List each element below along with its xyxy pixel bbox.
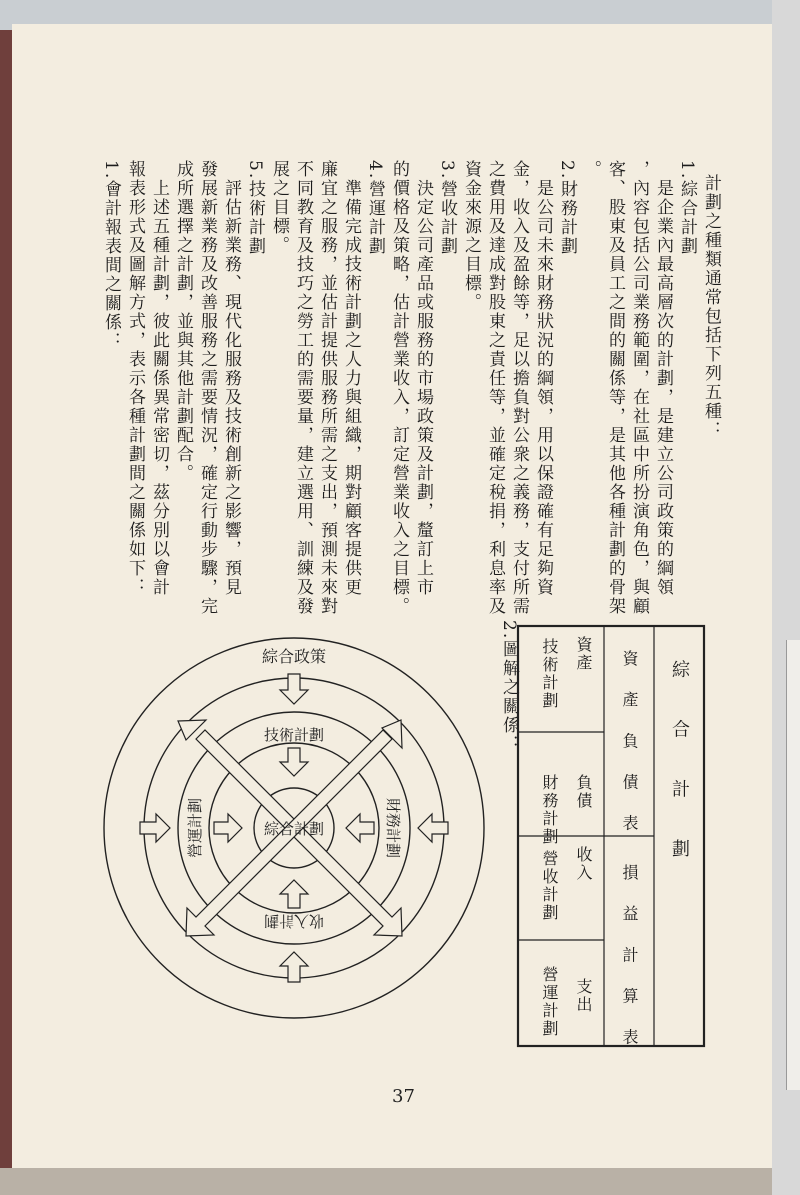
item-2-body-line-4: 資金來源之目標。 bbox=[461, 160, 481, 312]
item-2-body-line-3: 之費用及達成對股東之責任等，並確定稅捐，利息率及 bbox=[485, 160, 505, 616]
item-3-body-line-2: 的價格及策略，估計營業收入，訂定營業收入之目標。 bbox=[389, 160, 409, 616]
revenue-label: 收入 bbox=[574, 846, 593, 882]
item-1-heading: 1.綜合計劃 bbox=[677, 160, 697, 257]
diagram-operation-label: 營運計劃 bbox=[186, 797, 204, 859]
balance-sheet-label: 資 產 負 債 表 bbox=[620, 650, 639, 841]
arrow-left-inner bbox=[214, 814, 242, 842]
diagram-center-label: 綜合計劃 bbox=[263, 820, 325, 838]
item-5-heading: 5.技術計劃 bbox=[245, 160, 265, 257]
page-number: 37 bbox=[392, 1086, 415, 1107]
item-2-body-line-1: 是公司未來財務狀況的綱領，用以保證確有足夠資 bbox=[533, 160, 553, 597]
item-4-body-line-3: 不同教育及技巧之勞工的需要量，建立選用、訓練及發 bbox=[293, 160, 313, 616]
intro-heading: 計劃之種類通常包括下列五種： bbox=[701, 174, 721, 440]
liabilities-label: 負債 bbox=[574, 774, 593, 810]
diagram-revenue-label: 收入計劃 bbox=[263, 912, 325, 930]
item-1-body-line-2: ，內容包括公司業務範圍，在社區中所扮演角色，與顧 bbox=[629, 160, 649, 616]
item-1-body-line-4: 。 bbox=[581, 160, 601, 179]
item-5-body-line-2: 發展新業務及改善服務之需要情況，確定行動步驟，完 bbox=[197, 160, 217, 616]
arrow-bottom-inner bbox=[280, 880, 308, 908]
expense-plan-label: 營運計劃 bbox=[540, 966, 559, 1038]
table-title: 綜 合 計 劃 bbox=[669, 660, 690, 876]
item-2-body-line-2: 金，收入及盈餘等，足以擔負對公衆之義務，支付所需 bbox=[509, 160, 529, 616]
item-4-body-line-2: 廉宜之服務，並估計提供服務所需之支出，預測未來對 bbox=[317, 160, 337, 616]
summary-line-1: 上述五種計劃，彼此關係異常密切，茲分別以會計 bbox=[149, 160, 169, 597]
background-bottom bbox=[0, 1168, 800, 1195]
sub-heading-1: 1.會計報表間之關係： bbox=[101, 160, 121, 352]
diagram-tech-label: 技術計劃 bbox=[263, 726, 325, 744]
income-statement-label: 損 益 計 算 表 bbox=[620, 864, 639, 1055]
item-5-body-line-3: 成所選擇之計劃，並與其他計劃配合。 bbox=[173, 160, 193, 483]
relationship-diagram bbox=[94, 628, 494, 1028]
liabilities-plan-label: 財務計劃 bbox=[540, 774, 559, 846]
adjacent-page-strip bbox=[786, 640, 800, 1090]
sub-heading-2: 2.圖解之關係： bbox=[499, 620, 519, 755]
arrow-top-inner bbox=[280, 748, 308, 776]
item-4-heading: 4.營運計劃 bbox=[365, 160, 385, 257]
arrow-right-inner bbox=[346, 814, 374, 842]
item-3-body-line-1: 決定公司產品或服務的市場政策及計劃，釐訂上市 bbox=[413, 160, 433, 597]
item-3-heading: 3.營收計劃 bbox=[437, 160, 457, 257]
diagram-finance-label: 財務計劃 bbox=[384, 797, 402, 859]
item-1-body-line-3: 客、股東及員工之間的關係等，是其他各種計劃的骨架 bbox=[605, 160, 625, 616]
item-2-heading: 2.財務計劃 bbox=[557, 160, 577, 257]
item-5-body-line-1: 評估新業務、現代化服務及技術創新之影響，預見 bbox=[221, 160, 241, 597]
summary-line-2: 報表形式及圖解方式，表示各種計劃間之關係如下： bbox=[125, 160, 145, 597]
book-page bbox=[12, 24, 772, 1168]
item-1-body-line-1: 是企業內最高層次的計劃，是建立公司政策的綱領 bbox=[653, 160, 673, 597]
assets-label: 資產 bbox=[574, 636, 593, 672]
expense-label: 支出 bbox=[574, 978, 593, 1014]
diagram-top-label: 綜合政策 bbox=[261, 647, 327, 666]
item-4-body-line-4: 展之目標。 bbox=[269, 160, 289, 255]
item-4-body-line-1: 準備完成技術計劃之人力與組織，期對顧客提供更 bbox=[341, 160, 361, 597]
assets-plan-label: 技術計劃 bbox=[540, 638, 559, 710]
revenue-plan-label: 營收計劃 bbox=[540, 850, 559, 922]
